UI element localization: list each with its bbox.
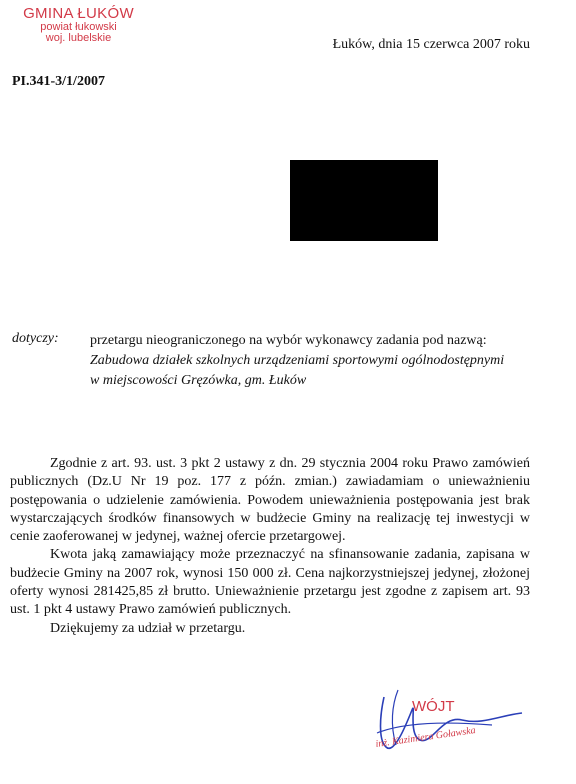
stamp-line-3: woj. lubelskie — [45, 32, 112, 45]
redacted-address-block — [290, 160, 438, 241]
signature-scribble-icon — [372, 685, 532, 775]
letter-date: Łuków, dnia 15 czerwca 2007 roku — [332, 37, 530, 52]
reference-number: PI.341-3/1/2007 — [12, 74, 105, 89]
stamp-line-2: powiat łukowski — [40, 20, 117, 33]
body-paragraph-3: Dziękujemy za udział w przetargu. — [50, 620, 246, 636]
body-paragraph-2: Kwota jaką zamawiający może przeznaczyć na sfinansowanie zadania, zapisana w budżecie Gminy na 2007 rok, wynosi 150 000 zł. Cena najkorzystniejszej jedynej, złożonej oferty wynosi 281425,85 zł brutto. Unieważnienie przetargu jest zgodne z zapisem art. 93 ust. 1 pkt 4 ustawy Prawo zamówień publicznych. — [10, 547, 530, 618]
signature-stamp — [372, 685, 532, 775]
signature-title: WÓJT — [412, 698, 455, 715]
subject-plain: przetargu nieograniczonego na wybór wykonawcy zadania pod nazwą: — [90, 333, 487, 348]
signature-name: inż. Kazimiera Goławska — [374, 725, 477, 750]
body-paragraph-1: Zgodnie z art. 93. ust. 3 pkt 2 ustawy z dn. 29 stycznia 2004 roku Prawo zamówień publicznych (Dz.U Nr 19 poz. 177 z późn. zmian.) zawiadamiam o unieważnieniu postępowania o udzielenie zamówienia. Powodem unieważnienia postępowania jest brak wystarczających środków finansowych w budżecie Gminy na realizację tej inwestycji w cenie zaoferowanej w jedynej, ważnej ofercie przetargowej. — [10, 456, 530, 545]
subject-label: dotyczy: — [12, 331, 59, 346]
letter-body — [10, 455, 530, 638]
subject-text — [90, 331, 510, 391]
municipality-stamp — [16, 6, 141, 45]
subject-title: Zabudowa działek szkolnych urządzeniami sportowymi ogólnodostępnymi w miejscowości Gręzówka, gm. Łuków — [90, 353, 505, 388]
stamp-line-1: GMINA ŁUKÓW — [23, 5, 134, 22]
